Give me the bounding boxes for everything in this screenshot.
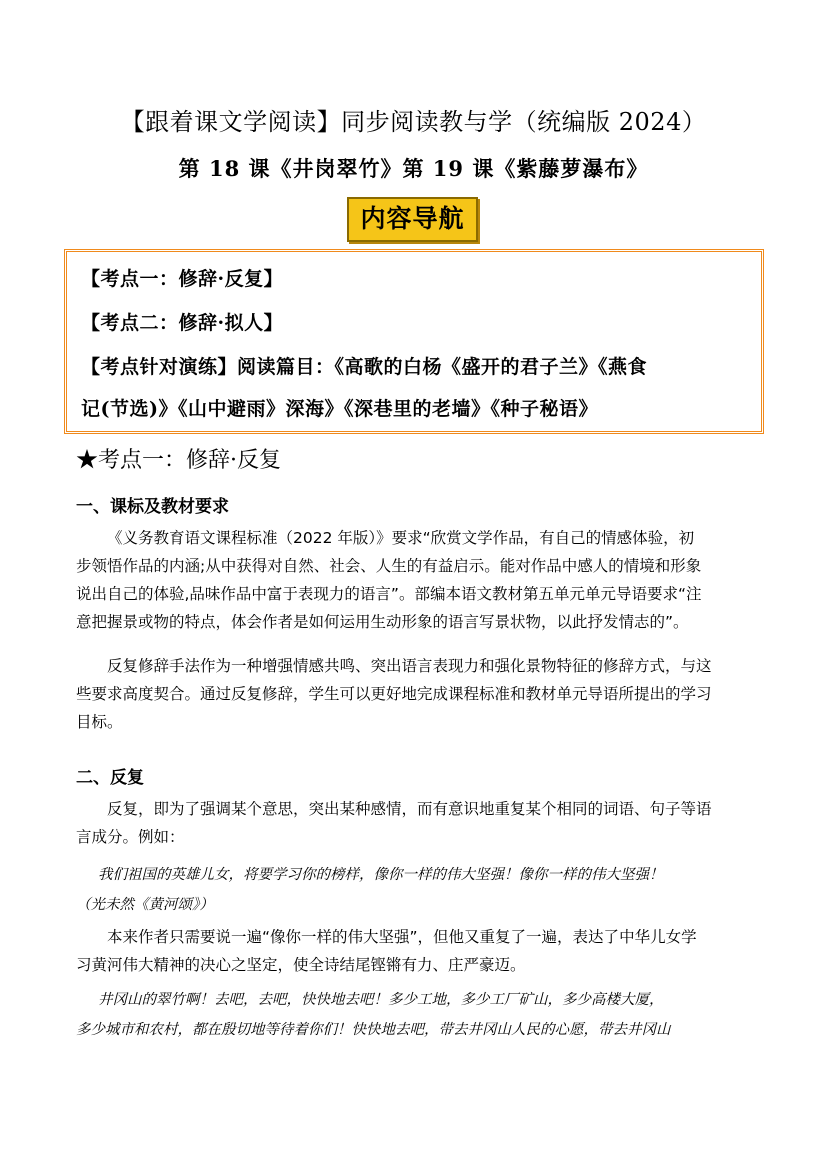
text-line: 意把握景或物的特点，体会作者是如何运用生动形象的语言写景状物，以此抒发情志的”。: [76, 613, 689, 631]
paragraph-repetition-definition: [76, 795, 748, 851]
example-quote-2: [76, 985, 752, 1045]
heading-curriculum-requirements: 一、课标及教材要求: [76, 497, 229, 517]
nav-item-practice-line2: 记(节选)》《山中避雨》深海》《深巷里的老墙》《种子秘语》: [81, 398, 598, 420]
text-line: （光未然《黄河颂》）: [76, 897, 214, 913]
text-line: 多少城市和农村，都在殷切地等待着你们！快快地去吧，带去井冈山人民的心愿，带去井冈山: [76, 1022, 671, 1038]
content-nav-box: [64, 249, 764, 434]
text-line: 习黄河伟大精神的决心之坚定，使全诗结尾铿锵有力、庄严豪迈。: [76, 956, 526, 974]
text-line: 说出自己的体验,品味作品中富于表现力的语言”。部编本语文教材第五单元单元导语要求“注: [76, 585, 702, 603]
text-line: 本来作者只需要说一遍“像你一样的伟大坚强”，但他又重复了一遍，表达了中华儿女学: [107, 928, 697, 946]
content-nav-badge: 内容导航: [347, 197, 478, 242]
section-title: ★考点一：修辞·反复: [76, 448, 281, 473]
text-line: 言成分。例如：: [76, 828, 185, 846]
text-line: 《义务教育语文课程标准（2022 年版）》要求“欣赏文学作品，有自己的情感体验，初: [107, 529, 695, 547]
heading-repetition: 二、反复: [76, 768, 144, 788]
text-line: 步领悟作品的内涵;从中获得对自然、社会、人生的有益启示。能对作品中感人的情境和形象: [76, 557, 702, 575]
text-line: 反复修辞手法作为一种增强情感共鸣、突出语言表现力和强化景物特征的修辞方式，与这: [107, 657, 712, 675]
paragraph-example-analysis: [76, 923, 748, 979]
document-subtitle: 第 18 课《井岗翠竹》第 19 课《紫藤萝瀑布》: [178, 156, 649, 181]
document-title: 【跟着课文学阅读】同步阅读教与学（统编版 2024）: [120, 108, 707, 136]
nav-item-practice-line1: 【考点针对演练】阅读篇目：《高歌的白杨《盛开的君子兰》《燕食: [81, 356, 648, 378]
nav-item-point-one: 【考点一：修辞·反复】: [81, 268, 284, 290]
paragraph-curriculum: [76, 524, 748, 636]
example-quote-1: [76, 860, 752, 920]
text-line: 井冈山的翠竹啊！去吧，去吧，快快地去吧！多少工地，多少工厂矿山，多少高楼大厦，: [98, 992, 664, 1008]
paragraph-repetition-fit: [76, 652, 748, 736]
text-line: 我们祖国的英雄儿女，将要学习你的榜样，像你一样的伟大坚强！像你一样的伟大坚强！: [98, 867, 664, 883]
text-line: 反复，即为了强调某个意思，突出某种感情，而有意识地重复某个相同的词语、句子等语: [107, 800, 712, 818]
nav-item-point-two: 【考点二：修辞·拟人】: [81, 312, 284, 334]
text-line: 目标。: [76, 713, 123, 731]
text-line: 些要求高度契合。通过反复修辞，学生可以更好地完成课程标准和教材单元导语所提出的学习: [76, 685, 712, 703]
